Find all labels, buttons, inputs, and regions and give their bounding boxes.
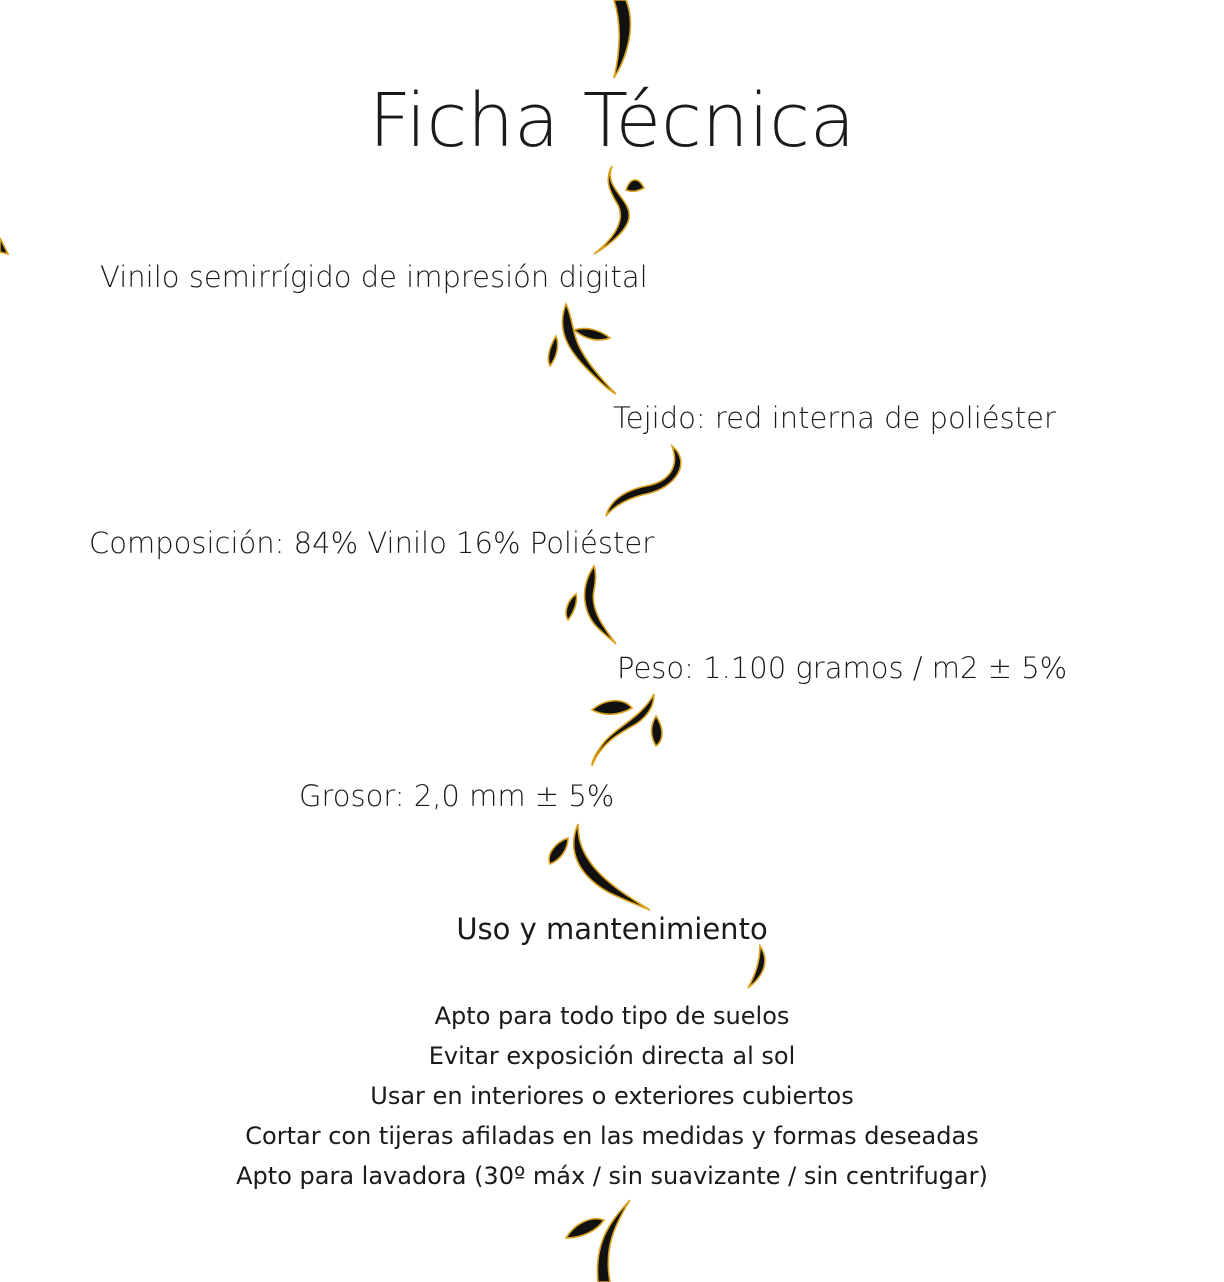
vine-leaf-7 [748,946,765,988]
usage-item: Apto para lavadora (30º máx / sin suavizante / sin centrifugar) [236,1162,988,1190]
usage-item: Usar en interiores o exteriores cubiertos [370,1082,854,1110]
vine-leaf-5c [652,716,663,746]
vine-leaf-4b [566,594,576,620]
vine-leaf-2c [548,336,557,366]
spec-composition: Composición: 84% Vinilo 16% Poliéster [89,526,655,560]
spec-weight: Peso: 1.100 gramos / m2 ± 5% [617,651,1068,685]
vine-stroke-top [614,0,630,78]
usage-heading: Uso y mantenimiento [456,912,768,946]
spec-thickness: Grosor: 2,0 mm ± 5% [299,779,615,813]
usage-item: Cortar con tijeras afiladas en las medidas y formas deseadas [245,1122,979,1150]
usage-item: Evitar exposición directa al sol [428,1042,796,1070]
vine-leaf-5 [592,694,654,766]
vine-leaf-2 [562,304,616,394]
vine-leaf-6b [549,838,568,864]
spec-material: Vinilo semirrígido de impresión digital [100,260,648,294]
vine-leaf-8 [597,1200,630,1282]
spec-fabric: Tejido: red interna de poliéster [613,401,1056,435]
vine-leaf-1 [594,166,629,254]
vine-leaf-4 [585,566,616,644]
vine-leaf-1b [626,180,644,191]
vine-mark-left [0,238,8,254]
vine-leaf-6 [574,824,650,910]
vine-leaf-3 [606,446,681,516]
vine-leaf-2b [574,328,610,340]
usage-list [0,996,1224,1196]
page-title: Ficha Técnica [368,78,856,164]
vine-leaf-5b [592,701,632,715]
vine-leaf-8b [566,1219,604,1238]
usage-item: Apto para todo tipo de suelos [434,1002,790,1030]
